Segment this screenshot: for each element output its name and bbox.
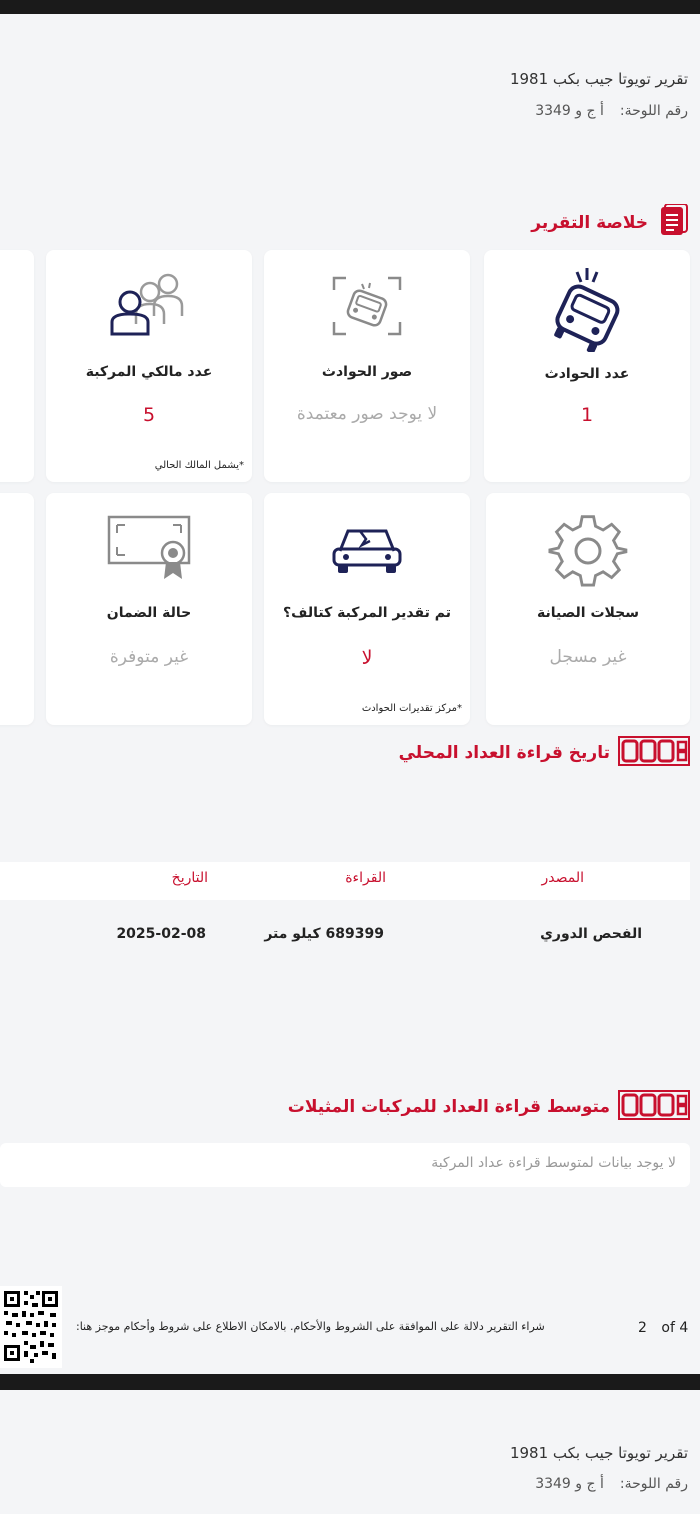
card-label: حالة الضمان <box>106 605 192 621</box>
card-accidents-count <box>484 250 690 482</box>
plate-info <box>535 1476 688 1492</box>
plate-label: رقم اللوحة: <box>619 1476 688 1492</box>
table-row <box>0 900 700 970</box>
average-empty-state <box>0 1143 690 1187</box>
card-value: 5 <box>142 404 156 426</box>
card-owners-count <box>46 250 252 482</box>
row-source: الفحص الدوري <box>540 926 642 942</box>
page-separator <box>0 1374 700 1390</box>
card-value: لا <box>361 647 373 669</box>
card-total-loss <box>264 493 470 725</box>
report-title: تقرير تويوتا جيب بكب 1981 <box>509 70 688 88</box>
row-reading: 689399 كيلو متر <box>264 926 384 942</box>
report-title: تقرير تويوتا جيب بكب 1981 <box>509 1444 688 1462</box>
damaged-car-icon <box>332 523 402 579</box>
page-indicator <box>638 1320 688 1336</box>
report-document-icon <box>658 204 688 242</box>
column-header-source: المصدر <box>541 870 584 886</box>
card-label: عدد مالكي المركبة <box>85 364 213 380</box>
row-date: 2025-02-08 <box>116 926 206 942</box>
page-total: of 4 <box>661 1320 689 1336</box>
summary-card-partial <box>0 493 34 725</box>
card-value: 1 <box>580 404 594 426</box>
plate-value: أ ج و 3349 <box>535 1476 604 1492</box>
card-note: *يشمل المالك الحالي <box>154 460 244 471</box>
card-label: تم تقدير المركبة كتالف؟ <box>283 605 451 621</box>
odometer-counter-icon <box>618 1090 690 1124</box>
plate-info <box>535 103 688 119</box>
card-label: عدد الحوادث <box>544 366 630 382</box>
card-label: صور الحوادث <box>321 364 413 380</box>
odometer-title: تاريخ قراءة العداد المحلي <box>398 743 610 763</box>
summary-header <box>531 204 688 242</box>
card-value: غير مسجل <box>549 647 627 667</box>
card-warranty <box>46 493 252 725</box>
plate-value: أ ج و 3349 <box>535 103 604 119</box>
summary-card-partial <box>0 250 34 482</box>
card-accident-photos <box>264 250 470 482</box>
accident-photo-icon <box>332 276 402 340</box>
owners-icon <box>106 272 192 340</box>
terms-text: شراء التقرير دلالة على الموافقة على الشروط والأحكام. بالامكان الاطلاع على شروط وأحكام موجز هنا: <box>76 1320 545 1333</box>
column-header-date: التاريخ <box>171 870 208 886</box>
odometer-counter-icon <box>618 736 690 770</box>
card-note: *مركز تقديرات الحوادث <box>361 703 462 714</box>
warranty-certificate-icon <box>107 515 191 585</box>
card-maintenance-records <box>486 493 690 725</box>
average-section-header <box>288 1090 690 1124</box>
empty-message: لا يوجد بيانات لمتوسط قراءة عداد المركبة <box>431 1155 676 1171</box>
card-label: سجلات الصيانة <box>537 605 639 621</box>
column-header-reading: القراءة <box>345 870 386 886</box>
plate-label: رقم اللوحة: <box>619 103 688 119</box>
gear-icon <box>548 511 628 595</box>
average-title: متوسط قراءة العداد للمركبات المثيلات <box>287 1097 610 1117</box>
odometer-section-header <box>399 736 690 770</box>
card-value: لا يوجد صور معتمدة <box>296 404 438 424</box>
card-value: غير متوفرة <box>109 647 189 667</box>
page-number: 2 <box>638 1320 647 1336</box>
summary-title: خلاصة التقرير <box>531 213 648 233</box>
qr-code[interactable] <box>0 1286 62 1368</box>
car-crash-icon <box>547 266 627 356</box>
page-top-edge <box>0 0 700 14</box>
odometer-table-header <box>0 862 690 900</box>
